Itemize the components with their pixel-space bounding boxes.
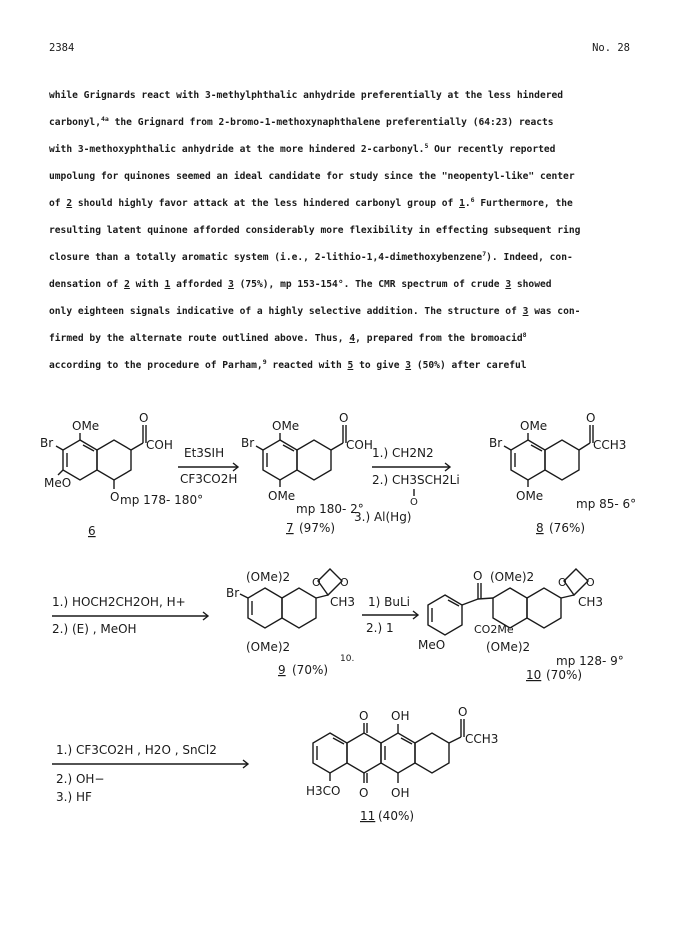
text-segment: closure than a totally aromatic system (i.e., 2-lithio-1,4-dimethoxybenzene (49, 252, 483, 263)
text-line (49, 136, 634, 163)
c10-label: 10 (526, 668, 542, 682)
step2-r3: 3.) Al(Hg) (354, 510, 412, 524)
c11-ket: CCH3 (465, 732, 499, 746)
text-segment: with (129, 279, 165, 290)
step2-r2: 2.) CH3SCH2Li (372, 473, 460, 487)
text-segment: Our recently reported (428, 144, 556, 155)
c8-label: 8 (536, 521, 544, 535)
text-segment: was con- (528, 306, 581, 317)
text-segment: 1 (164, 279, 171, 290)
text-segment: 4 (349, 333, 356, 344)
c8-mp: mp 85- 6° (576, 497, 637, 511)
text-segment: . (464, 198, 471, 209)
c8-br: Br (489, 436, 503, 450)
text-segment: 3 (405, 360, 412, 371)
text-segment: according to the procedure of Parham, (49, 360, 263, 371)
step2-r1: 1.) CH2N2 (372, 446, 434, 460)
c8-ket-o: O (586, 411, 596, 425)
compound-8 (489, 411, 636, 535)
c10-o2: O (586, 576, 595, 589)
text-segment: while Grignards react with 3-methylphthalic anhydride preferentially at the less hindered (49, 90, 564, 101)
step5-r1: 1.) CF3CO2H , H2O , SnCl2 (56, 743, 217, 757)
text-line (49, 352, 634, 379)
c10-o1: O (558, 576, 567, 589)
text-segment: of (49, 198, 67, 209)
c6-ome: OMe (72, 419, 100, 433)
c6-oxo: O (110, 490, 120, 504)
text-segment: 3 (522, 306, 529, 317)
text-segment: resulting latent quinone afforded considerably more flexibility in effecting subsequent ring (49, 225, 581, 236)
text-segment: carbonyl, (49, 117, 101, 128)
text-segment: 2 (66, 198, 73, 209)
c7-yield: (97%) (299, 521, 336, 535)
c7-acid: COH (346, 438, 373, 452)
c7-label: 7 (286, 521, 294, 535)
reaction-scheme (0, 405, 680, 925)
text-segment: 3 (505, 279, 512, 290)
c9-ome2-bot: (OMe)2 (246, 640, 291, 654)
step3-r2: 2.) (E) , MeOH (52, 622, 137, 636)
c10-mp: mp 128- 9° (556, 654, 624, 668)
c6-mp: mp 178- 180° (120, 493, 204, 507)
text-segment: umpolung for quinones seemed an ideal candidate for study since the "neopentyl-like" center (49, 171, 575, 182)
c8-ket: CCH3 (593, 438, 627, 452)
c10-ch3: CH3 (578, 595, 604, 609)
body-paragraph (49, 82, 634, 379)
text-segment: showed (511, 279, 552, 290)
c11-o-top: O (359, 709, 369, 723)
c9-br: Br (226, 586, 240, 600)
text-segment: densation of (49, 279, 125, 290)
text-line (49, 109, 634, 136)
c7-mp: mp 180- 2° (296, 502, 364, 516)
text-segment: firmed by the alternate route outlined above. Thus, (49, 333, 350, 344)
step4-r2: 2.) 1 (366, 621, 394, 635)
c11-oh-bot: OH (391, 786, 410, 800)
c9-ref: 10. (340, 654, 355, 664)
c11-o-bot: O (359, 786, 369, 800)
c9-label: 9 (278, 663, 286, 677)
c9-o2: O (340, 576, 349, 589)
footnote-ref: 4a (100, 114, 109, 123)
step4-r1: 1) BuLi (368, 595, 410, 609)
text-line (49, 217, 634, 244)
text-segment: 3 (228, 279, 234, 290)
c10-yield: (70%) (546, 668, 583, 682)
c10-ome2-top: (OMe)2 (490, 570, 535, 584)
text-segment: Furthermore, the (474, 198, 573, 209)
c11-label: 11 (360, 809, 376, 823)
text-line (49, 325, 634, 352)
text-segment: only eighteen signals indicative of a highly selective addition. The structure of (49, 306, 523, 317)
c10-meo: MeO (418, 638, 446, 652)
compound-9 (226, 569, 355, 677)
text-segment: (50%) after careful (411, 360, 527, 371)
c7-ome-top: OMe (272, 419, 300, 433)
compound-11 (306, 705, 498, 823)
text-segment: afforded (170, 279, 229, 290)
footnote-ref: 9 (262, 357, 267, 366)
footnote-ref: 8 (522, 330, 527, 339)
text-line (49, 82, 634, 109)
c11-oh-top: OH (391, 709, 410, 723)
footnote-ref: 6 (470, 195, 475, 204)
svg-text:O: O (410, 497, 418, 508)
c10-ket-o: O (473, 569, 483, 583)
step1-reagent1: Et3SIH (184, 446, 225, 460)
c6-meo: MeO (44, 476, 72, 490)
text-line (49, 271, 634, 298)
c6-br: Br (40, 436, 54, 450)
c7-acid-o: O (339, 411, 349, 425)
c10-co2me: CO2Me (474, 623, 514, 636)
c6-acid-o: O (139, 411, 149, 425)
compound-10 (418, 569, 624, 682)
c9-ch3: CH3 (330, 595, 356, 609)
c7-br: Br (241, 436, 255, 450)
c6-acid: COH (146, 438, 173, 452)
page-number: 2384 (49, 42, 75, 54)
c10-ome2-bot: (OMe)2 (486, 640, 531, 654)
text-segment: the Grignard from 2-bromo-1-methoxynaphthalene preferentially (64:23) reacts (108, 117, 554, 128)
text-segment: , prepared from the bromoacid (355, 333, 523, 344)
text-line (49, 298, 634, 325)
c7-ome-bot: OMe (268, 489, 296, 503)
text-line (49, 244, 634, 271)
c9-ome2-top: (OMe)2 (246, 570, 291, 584)
step5-r2: 2.) OH− (56, 772, 105, 786)
text-line (49, 190, 634, 217)
text-segment: 5 (347, 360, 354, 371)
text-segment: should highly favor attack at the less hindered carbonyl group of (72, 198, 460, 209)
text-segment: 2 (124, 279, 130, 290)
c6-label: 6 (88, 524, 96, 538)
c8-ome-bot: OMe (516, 489, 544, 503)
text-line (49, 163, 634, 190)
c9-yield: (70%) (292, 663, 329, 677)
text-segment: reacted with (266, 360, 348, 371)
text-segment: (75%), mp 153-154°. The CMR spectrum of crude (233, 279, 506, 290)
text-segment: ). Indeed, con- (486, 252, 573, 263)
step3-r1: 1.) HOCH2CH2OH, H+ (52, 595, 186, 609)
c8-ome-top: OMe (520, 419, 548, 433)
footnote-ref: 7 (482, 249, 487, 258)
c8-yield: (76%) (549, 521, 586, 535)
step5-r3: 3.) HF (56, 790, 92, 804)
issue-number: No. 28 (592, 42, 630, 54)
c9-o1: O (312, 576, 321, 589)
compound-6 (40, 411, 203, 538)
c11-ket-o: O (458, 705, 468, 719)
c11-h3co: H3CO (306, 784, 341, 798)
footnote-ref: 5 (424, 141, 429, 150)
step1-reagent2: CF3CO2H (180, 472, 238, 486)
text-segment: 1 (459, 198, 465, 209)
text-segment: with 3-methoxyphthalic anhydride at the more hindered 2-carbonyl. (49, 144, 425, 155)
text-segment: to give (353, 360, 406, 371)
c11-yield: (40%) (378, 809, 415, 823)
